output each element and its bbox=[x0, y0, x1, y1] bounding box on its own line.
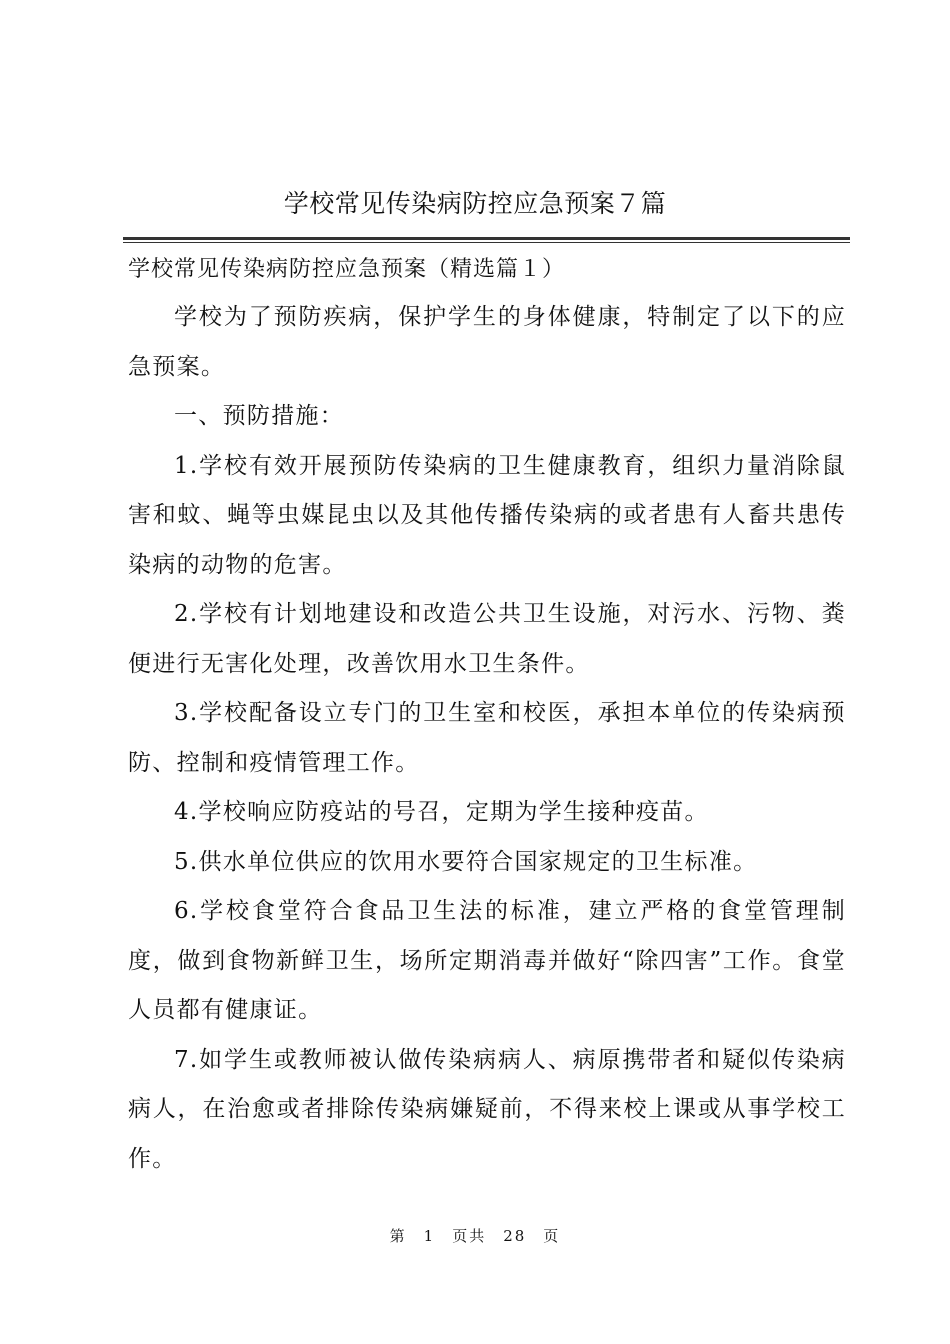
paragraph: 学校为了预防疾病，保护学生的身体健康，特制定了以下的应急预案。 bbox=[128, 304, 846, 380]
paragraph: 2.学校有计划地建设和改造公共卫生设施，对污水、污物、粪便进行无害化处理，改善饮用水卫生条件。 bbox=[128, 601, 846, 677]
title-rule-thin bbox=[123, 242, 850, 243]
section-heading: 学校常见传染病防控应急预案（精选篇１） bbox=[128, 257, 566, 282]
paragraph: 3.学校配备设立专门的卫生室和校医，承担本单位的传染病预防、控制和疫情管理工作。 bbox=[128, 700, 846, 776]
paragraph: 5.供水单位供应的饮用水要符合国家规定的卫生标准。 bbox=[174, 848, 758, 875]
document-body bbox=[128, 293, 846, 1184]
page-footer: 第 1 页共 28 页 bbox=[389, 1227, 561, 1245]
title-rule-thick bbox=[123, 237, 850, 240]
paragraph: 4.学校响应防疫站的号召，定期为学生接种疫苗。 bbox=[174, 799, 709, 825]
page-title: 学校常见传染病防控应急预案７篇 bbox=[283, 189, 667, 218]
paragraph: 6.学校食堂符合食品卫生法的标准，建立严格的食堂管理制度，做到食物新鲜卫生，场所定期消毒并做好“除四害”工作。食堂人员都有健康证。 bbox=[128, 898, 846, 1023]
paragraph: 一、预防措施： bbox=[174, 403, 345, 429]
paragraph: 1.学校有效开展预防传染病的卫生健康教育，组织力量消除鼠害和蚊、蝇等虫媒昆虫以及其他传播传染病的或者患有人畜共患传染病的动物的危害。 bbox=[128, 452, 846, 578]
paragraph: 7.如学生或教师被认做传染病病人、病原携带者和疑似传染病病人，在治愈或者排除传染病嫌疑前，不得来校上课或从事学校工作。 bbox=[128, 1046, 846, 1172]
